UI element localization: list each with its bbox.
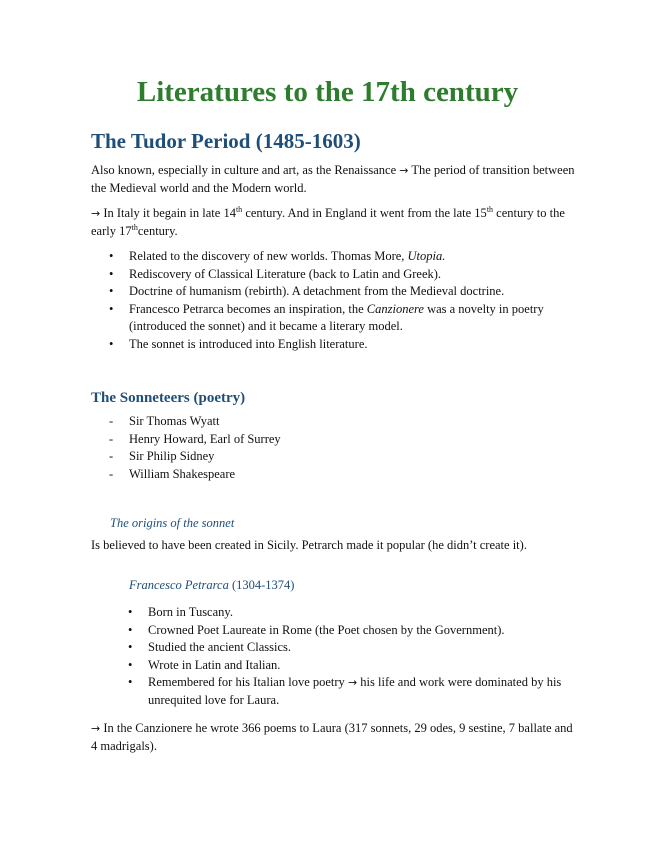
right-arrow-icon: → — [91, 722, 101, 735]
superscript-th: th — [235, 204, 243, 214]
subsection-heading-origins: The origins of the sonnet — [110, 516, 235, 530]
right-arrow-icon: → — [91, 207, 101, 220]
list-item: • Studied the ancient Classics. — [110, 639, 576, 657]
dash-bullet: - — [109, 449, 114, 463]
section-heading-tudor: The Tudor Period (1485-1603) — [91, 129, 361, 153]
list-item: • Born in Tuscany. — [110, 604, 576, 622]
bullet-icon: • — [128, 640, 133, 654]
work-title: Canzionere — [366, 301, 424, 316]
bullet-icon: • — [128, 605, 133, 619]
bullet-icon: • — [109, 301, 114, 316]
bullet-icon: • — [128, 657, 133, 672]
bullet-icon: • — [128, 622, 133, 637]
dating-text-1: In Italy it begain in late 14 — [103, 206, 236, 220]
intro-text-after: The period of transition between the Medieval world and the Modern world. — [91, 163, 575, 195]
list-item: • Rediscovery of Classical Literature (back to Latin and Greek). — [91, 266, 576, 284]
intro-text-before: Also known, especially in culture and art, as the Renaissance — [91, 163, 397, 177]
tudor-bullet-list — [91, 248, 576, 353]
closing-text: In the Canzionere he wrote 366 poems to Laura (317 sonnets, 29 odes, 9 sestine, 7 ballate and 4 madrigals). — [91, 721, 573, 753]
list-item: • Doctrine of humanism (rebirth). A detachment from the Medieval doctrine. — [91, 283, 576, 301]
petrarca-bullet-list — [110, 604, 576, 709]
dash-bullet: - — [109, 431, 114, 446]
dash-bullet: - — [109, 466, 114, 481]
list-item: - Sir Thomas Wyatt — [91, 413, 576, 431]
bullet-icon: • — [109, 336, 114, 351]
right-arrow-icon: → — [399, 164, 409, 177]
list-item: • Francesco Petrarca becomes an inspiration, the Canzionere was a novelty in poetry (introduced the sonnet) and it became a literary model. — [109, 301, 544, 333]
dating-text-4: century. — [137, 223, 178, 238]
petrarca-dates: (1304-1374) — [231, 578, 295, 592]
list-item: • Wrote in Latin and Italian. — [110, 657, 576, 675]
dating-text-2: century. And in England it went from the late 15 — [245, 206, 487, 220]
subsection-heading-petrarca — [129, 578, 294, 593]
subsection-heading-sonneteers: The Sonneteers (poetry) — [91, 390, 246, 406]
list-item: - Sir Philip Sidney — [91, 448, 576, 466]
bullet-icon: • — [128, 675, 133, 689]
bullet-icon: • — [109, 249, 114, 263]
closing-paragraph — [91, 720, 576, 755]
right-arrow-icon: → — [347, 676, 358, 689]
intro-paragraph — [91, 162, 576, 197]
bullet-icon: • — [109, 266, 114, 281]
list-item: • Related to the discovery of new worlds. Thomas More, Utopia. — [91, 248, 576, 266]
bullet-icon: • — [109, 284, 114, 298]
list-item: - William Shakespeare — [91, 466, 576, 484]
superscript-th: th — [131, 222, 138, 232]
superscript-th: th — [486, 204, 494, 214]
list-item: • The sonnet is introduced into English literature. — [91, 336, 576, 354]
sonneteers-list — [91, 413, 576, 483]
book-title: Utopia. — [407, 249, 446, 263]
list-item: - Henry Howard, Earl of Surrey — [91, 431, 576, 449]
dating-text-3: century to the early 17 — [91, 206, 565, 238]
origins-paragraph: Is believed to have been created in Sicily. Petrarch made it popular (he didn’t create it). — [91, 538, 527, 552]
dating-paragraph — [91, 205, 576, 240]
page-title: Literatures to the 17th century — [136, 76, 519, 108]
list-item: • Remembered for his Italian love poetry → his life and work were dominated by his unrequited love for Laura. — [128, 675, 562, 707]
list-item: • Crowned Poet Laureate in Rome (the Poet chosen by the Government). — [110, 622, 576, 640]
petrarca-name: Francesco Petrarca — [129, 578, 229, 592]
dash-bullet: - — [109, 414, 114, 428]
